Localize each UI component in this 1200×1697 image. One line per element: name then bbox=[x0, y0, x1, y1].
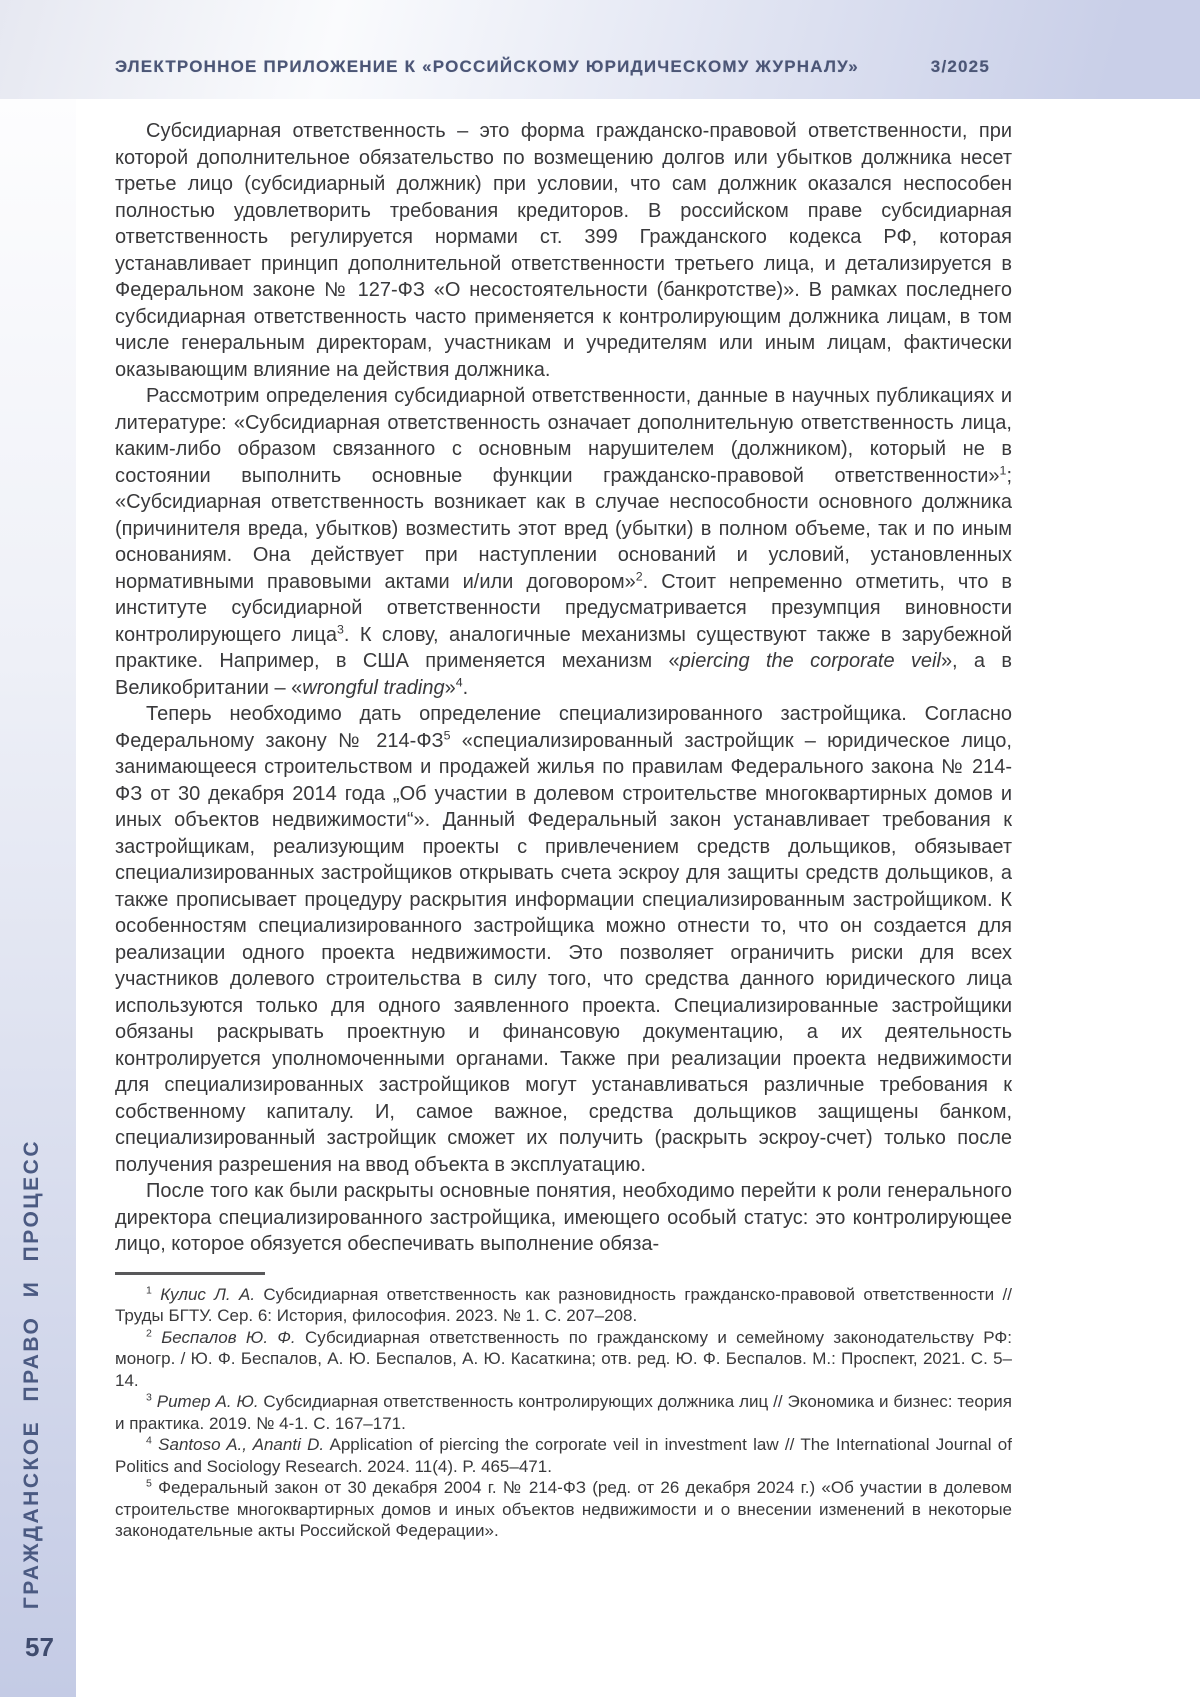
body-paragraph bbox=[115, 383, 1012, 701]
text-run: Субсидиарная ответственность по гражданскому и семейному законодательству РФ: моногр. / Ю. Ф. Беспалов, А. Ю. Беспалов, А. Ю. Касаткина; отв. ред. Ю. Ф. Беспалов. М.: Проспект, 2021. С. 5–14. bbox=[115, 1327, 1012, 1390]
text-run: . К слову, аналогичные механизмы существуют также в зарубежной практике. Например, в США применяется механизм « bbox=[115, 623, 1012, 672]
footnote-marker: 4 bbox=[455, 674, 463, 689]
italic-text-run: piercing the corporate veil bbox=[679, 650, 941, 672]
footnote-marker: 3 bbox=[336, 621, 344, 636]
text-run: После того как были раскрыты основные понятия, необходимо перейти к роли генерального директора специализированного застройщика, имеющего особый статус: это контролирующее лицо, которое обязуется обеспечивать выполнение обяза- bbox=[115, 1180, 1012, 1255]
footnote bbox=[115, 1284, 1012, 1327]
italic-text-run: Беспалов Ю. Ф. bbox=[161, 1327, 296, 1347]
italic-text-run: Ритер А. Ю. bbox=[156, 1392, 259, 1411]
footnote-marker: 3 bbox=[146, 1391, 152, 1404]
italic-text-run: Santoso A., Ananti D. bbox=[158, 1435, 325, 1454]
footnote-marker: 4 bbox=[146, 1434, 152, 1447]
text-run: Субсидиарная ответственность – это форма гражданско-правовой ответственности, при которой дополнительное обязательство по возмещению долгов или убытков должника несет третье лицо (субсидиарный должник) при условии, что сам должник оказался неспособен полностью удовлетворить требования кредиторов. В российском праве субсидиарная ответственность регулируется нормами ст. 399 Гражданского кодекса РФ, которая устанавливает принцип дополнительной ответственности третьего лица, и детализируется в Федеральном законе № 127-ФЗ «О несостоятельности (банкротстве)». В рамках последнего субсидиарная ответственность часто применяется к контролирующим должника лицам, в том числе генеральным директорам, участникам и учредителям или иным лицам, фактически оказывающим влияние на действия должника. bbox=[115, 120, 1012, 381]
text-run: Субсидиарная ответственность как разновидность гражданско-правовой ответственности // Труды БГТУ. Сер. 6: История, философия. 2023. № 1. С. 207–208. bbox=[115, 1284, 1012, 1325]
footnote-marker: 1 bbox=[999, 462, 1007, 477]
text-run: Application of piercing the corporate veil in investment law // The International Journal of Politics and Sociology Research. 2024. 11(4). P. 465–471. bbox=[115, 1435, 1012, 1476]
text-run bbox=[152, 1285, 160, 1304]
body-paragraph bbox=[115, 701, 1012, 1178]
footnote-marker: 5 bbox=[443, 727, 451, 742]
sidebar-band bbox=[0, 99, 76, 1697]
text-run: . bbox=[462, 676, 469, 699]
journal-title: ЭЛЕКТРОННОЕ ПРИЛОЖЕНИЕ К «РОССИЙСКОМУ ЮРИДИЧЕСКОМУ ЖУРНАЛУ» bbox=[115, 57, 859, 76]
text-run: ; «Субсидиарная ответственность возникает как в случае неспособности основного должника (причинителя вреда, убытков) возместить этот вред (убытки) в полном объеме, так и по иным основаниям. Она действует при наступлении оснований и условий, установленных нормативными правовыми актами и/или договором» bbox=[115, 464, 1012, 593]
text-run: Теперь необходимо дать определение специализированного застройщика. Согласно Федеральному закону № 214-ФЗ bbox=[115, 703, 1012, 752]
text-run: » bbox=[444, 676, 456, 699]
footnote bbox=[115, 1434, 1012, 1477]
text-run: . Стоит непременно отметить, что в институте субсидиарной ответственности предусматривается презумпция виновности контролирующего лица bbox=[115, 570, 1012, 646]
footnote bbox=[115, 1477, 1012, 1542]
header-band bbox=[0, 0, 1200, 99]
footnote-separator bbox=[115, 1272, 265, 1275]
article-content bbox=[115, 118, 1012, 1542]
body-paragraph bbox=[115, 118, 1012, 383]
footnote-marker: 2 bbox=[635, 568, 643, 583]
text-run: Рассмотрим определения субсидиарной ответственности, данные в научных публикациях и литературе: «Субсидиарная ответственность означает дополнительную ответственность лица, каким-либо образом связанного с основным нарушителем (должником), который не в состоянии выполнить основные функции гражданско-правовой ответственности» bbox=[115, 385, 1012, 487]
text-run: », а в Великобритании – « bbox=[115, 650, 1013, 699]
text-run: Субсидиарная ответственность контролирующих должника лиц // Экономика и бизнес: теория и практика. 2019. № 4-1. С. 167–171. bbox=[115, 1392, 1012, 1433]
footnote-marker: 1 bbox=[146, 1283, 152, 1296]
text-run: Федеральный закон от 30 декабря 2004 г. № 214-ФЗ (ред. от 26 декабря 2024 г.) «Об участии в долевом строительстве многоквартирных домов и иных объектов недвижимости и о внесении изменений в некоторые законодательные акты Российской Федерации». bbox=[115, 1478, 1012, 1540]
text-run: «специализированный застройщик – юридическое лицо, занимающееся строительством и продажей жилья по правилам Федерального закона № 214-ФЗ от 30 декабря 2014 года „Об участии в долевом строительстве многоквартирных домов и иных объектов недвижимости“». Данный Федеральный закон устанавливает требования к застройщикам, реализующим проекты с привлечением средств дольщиков, обязывает специализированных застройщиков открывать счета эскроу для защиты средств дольщиков, а также прописывает процедуру раскрытия информации специализированным застройщиком. К особенностям специализированного застройщика можно отнести то, что он создается для реализации одного проекта недвижимости. Это позволяет ограничить риски для всех участников долевого строительства в силу того, что средства данного юридического лица используются только для одного заявленного проекта. Специализированные застройщики обязаны раскрывать проектную и финансовую документацию, а их деятельность контролируется уполномоченными органами. Также при реализации проекта недвижимости для специализированных застройщиков могут устанавливаться различные требования к собственному капиталу. И, самое важное, средства дольщиков защищены банком, специализированный застройщик сможет их получить (раскрыть эскроу-счет) только после получения разрешения на ввод объекта в эксплуатацию. bbox=[115, 729, 1012, 1176]
footnote bbox=[115, 1327, 1012, 1392]
footnote bbox=[115, 1391, 1012, 1434]
article-paragraphs bbox=[115, 118, 1012, 1258]
text-run bbox=[152, 1328, 161, 1347]
issue-number: 3/2025 bbox=[930, 57, 990, 76]
article-footnotes bbox=[115, 1284, 1012, 1542]
section-label: ГРАЖДАНСКОЕ ПРАВО И ПРОЦЕСС bbox=[20, 1138, 43, 1609]
page-number: 57 bbox=[25, 1632, 54, 1662]
italic-text-run: wrongful trading bbox=[302, 676, 445, 699]
body-paragraph bbox=[115, 1178, 1012, 1258]
footnote-marker: 5 bbox=[146, 1477, 152, 1490]
footnote-marker: 2 bbox=[146, 1326, 152, 1339]
italic-text-run: Кулис Л. А. bbox=[160, 1284, 256, 1304]
